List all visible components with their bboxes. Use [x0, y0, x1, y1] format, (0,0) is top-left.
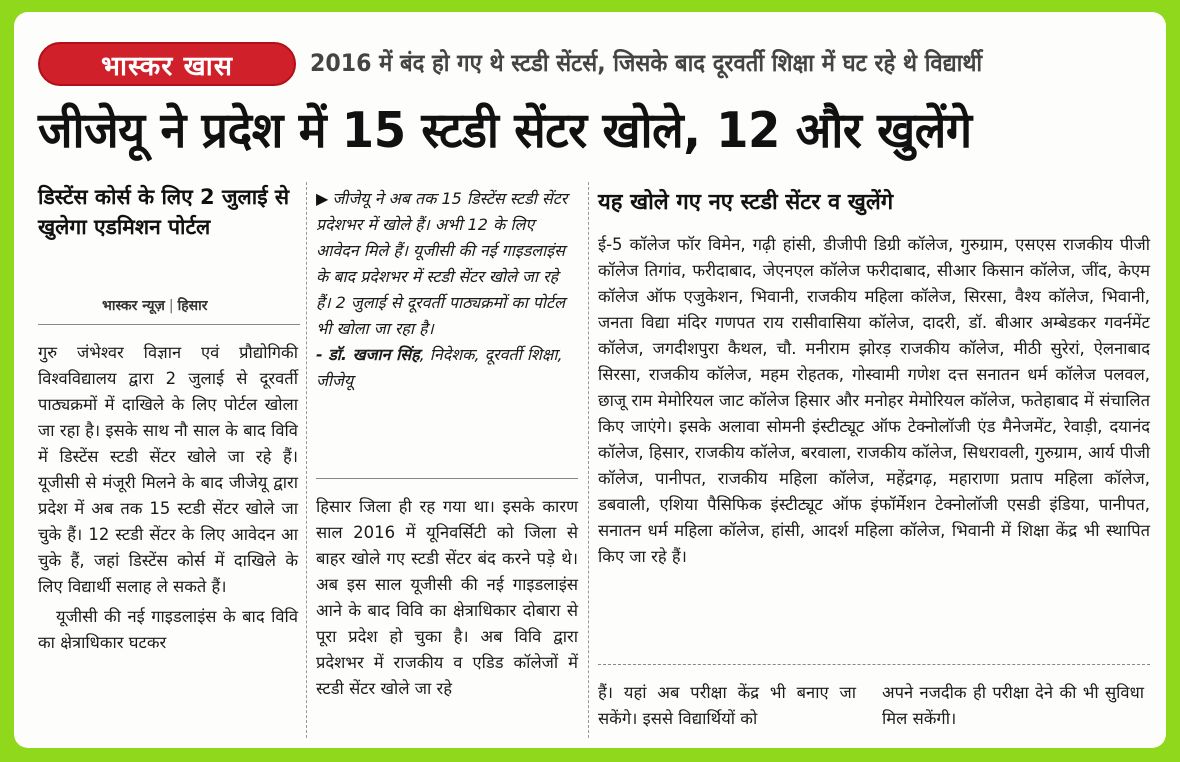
headline: जीजेयू ने प्रदेश में 15 स्टडी सेंटर खोले, 12 और खुलेंगे [38, 102, 972, 159]
study-centers-list: ई-5 कॉलेज फॉर विमेन, गढ़ी हांसी, डीजीपी डिग्री कॉलेज, गुरुग्राम, एसएस राजकीय पीजी कॉलेज तिगांव, फरीदाबाद, जेएनएल कॉलेज फरीदाबाद, सीआर किसान कॉलेज, जींद, केएम कॉलेज ऑफ एजुकेशन, भिवानी, राजकीय महिला कॉलेज, सिरसा, वैश्य कॉलेज, भिवानी, जनता विद्या मंदिर गणपत राय रासीवासिया कॉलेज, दादरी, डॉ. बीआर अम्बेडकर गवर्नमेंट कॉलेज, जगदीशपुरा कैथल, चौ. मनीराम झोरड़ राजकीय कॉलेज, मीठी सुरेरां, ऐलनाबाद सिरसा, राजकीय कॉलेज, महम रोहतक, गोस्वामी गणेश दत्त सनातन धर्म कॉलेज पलवल, छाजू राम मेमोरियल जाट कॉलेज हिसार और मनोहर मेमोरियल कॉलेज, फतेहाबाद में संचालित किए जाएंगे। इसके अलावा सोमनी इंस्टीट्यूट ऑफ टेक्नोलॉजी एंड मैनेजमेंट, रेवाड़ी, दयानंद कॉलेज, हिसार, राजकीय कॉलेज, बरवाला, राजकीय कॉलेज, सिधरावली, गुरुग्राम, आर्य पीजी कॉलेज, पानीपत, राजकीय महिला कॉलेज, महेंद्रगढ़, महाराणा प्रताप महिला कॉलेज, डबवाली, एशिया पैसिफिक इंस्टीट्यूट ऑफ इंफॉर्मेशन टेक्नोलॉजी एसडी इंडिया, पानीपत, सनातन धर्म महिला कॉलेज, हांसी, आदर्श महिला कॉलेज, भिवानी में शिक्षा केंद्र भी स्थापित किए जा रहे हैं। [598, 235, 1150, 566]
badge-label: भास्कर खास [101, 50, 233, 82]
newspaper-clipping [14, 12, 1166, 748]
byline-separator: | [168, 298, 174, 314]
column1-paragraph-2: यूजीसी की नई गाइडलाइंस के बाद विवि का क्षेत्राधिकार घटकर [38, 607, 298, 652]
footer-rule [598, 664, 1150, 665]
byline-city: हिसार [177, 298, 208, 314]
bhaskar-khas-badge [38, 42, 296, 86]
byline [102, 296, 208, 315]
column3-footer-left: हैं। यहां अब परीक्षा केंद्र भी बनाए जा सकेंगे। इससे विद्यार्थियों को [598, 683, 856, 728]
column-divider-2 [588, 182, 589, 738]
column-divider-1 [306, 182, 307, 738]
quote-rule [316, 478, 578, 479]
byline-rule [38, 324, 300, 325]
quote-text: जीजेयू ने अब तक 15 डिस्टेंस स्टडी सेंटर प्रदेशभर में खोले हैं। अभी 12 के लिए आवेदन मिले हैं। यूजीसी की नई गाइडलाइंस के बाद प्रदेशभर में स्टडी सेंटर खोले जा रहे हैं। 2 जुलाई से दूरवर्ती पाठ्यक्रमों का पोर्टल भी खोला जा रहा है। [316, 189, 568, 338]
column3-footer-right: अपने नजदीक ही परीक्षा देने की भी सुविधा मिल सकेंगी। [882, 683, 1144, 728]
column1-paragraph-1: गुरु जंभेश्वर विज्ञान एवं प्रौद्योगिकी विश्वविद्यालय द्वारा 2 जुलाई से दूरवर्ती पाठ्यक्रमों में दाखिले के लिए पोर्टल खोला जा रहा है। इसके साथ नौ साल के बाद विवि में डिस्टेंस स्टडी सेंटर खोले जा रहे हैं। यूजीसी से मंजूरी मिलने के बाद जीजेयू द्वारा प्रदेश में अब तक 15 स्टडी सेंटर खोले जा चुके हैं। 12 स्टडी सेंटर के लिए आवेदन आ चुके हैं, जहां डिस्टेंस कोर्स में दाखिले के लिए विद्यार्थी सलाह ले सकते हैं। [38, 343, 298, 596]
kicker-row [38, 42, 1148, 88]
study-centers-heading: यह खोले गए नए स्टडी सेंटर व खुलेंगे [598, 190, 894, 215]
quote-designation: , निदेशक, दूरवर्ती शिक्षा, जीजेयू [316, 345, 563, 390]
column2-body: हिसार जिला ही रह गया था। इसके कारण साल 2016 में यूनिवर्सिटी को जिला से बाहर खोले गए स्टडी सेंटर बंद करने पड़े थे। अब इस साल यूजीसी की नई गाइडलाइंस आने के बाद विवि का क्षेत्राधिकार दोबारा से पूरा प्रदेश हो चुका है। अब विवि द्वारा प्रदेशभर में राजकीय व एडिड कॉलेजों में स्टडी सेंटर खोले जा रहे [316, 497, 578, 698]
quote-marker-icon: ▶ [316, 189, 329, 208]
byline-source: भास्कर न्यूज़ [102, 298, 165, 314]
column1-body [38, 340, 298, 656]
column1-subhead: डिस्टेंस कोर्स के लिए 2 जुलाई से खुलेगा एडमिशन पोर्टल [38, 185, 290, 239]
kicker-line: 2016 में बंद हो गए थे स्टडी सेंटर्स, जिसके बाद दूरवर्ती शिक्षा में घट रहे थे विद्यार्थी [310, 49, 983, 77]
quote-box [316, 186, 574, 394]
quote-signature: - डॉ. खजान सिंह [316, 345, 420, 364]
